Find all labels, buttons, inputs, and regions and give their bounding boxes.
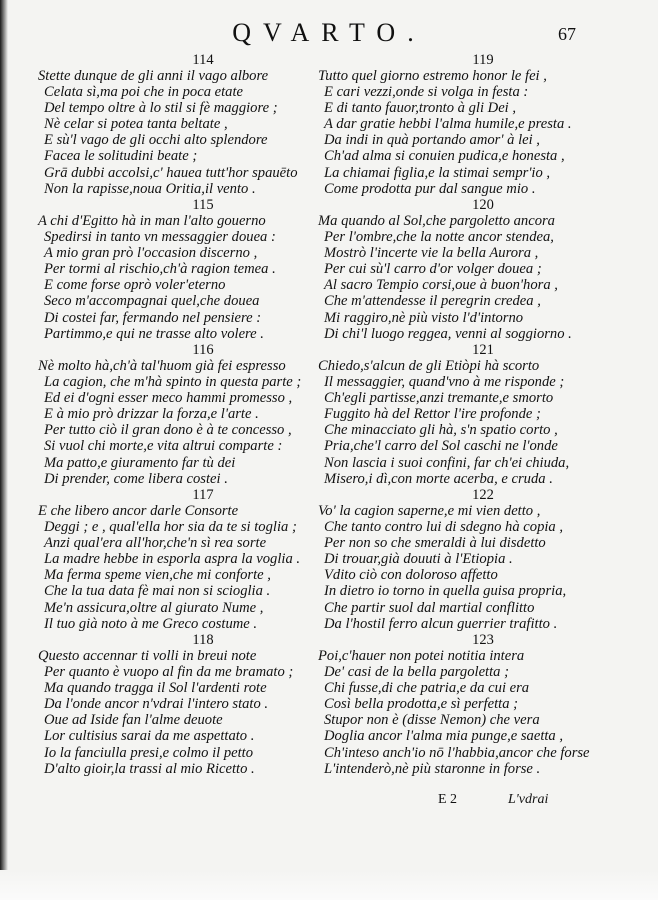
verse-line: Poi,c'hauer non potei notitia intera (318, 648, 525, 664)
right-column (318, 52, 618, 777)
verse-line: Come prodotta pur dal sangue mio . (324, 180, 536, 197)
verse-line: Nè celar si potea tanta beltate , (44, 116, 228, 133)
stanza-number: 114 (192, 52, 214, 68)
verse-line: Facea le solitudini beate ; (44, 148, 198, 165)
verse-line: Al sacro Tempio corsi,oue à buon'hora , (324, 277, 558, 294)
verse-line: La chiamai figlia,e la stimai sempr'io , (324, 164, 551, 181)
verse-line: Per quanto è vuopo al fin da me bramato ; (44, 664, 294, 681)
verse-line: Che tanto contro lui di sdegno hà copia , (324, 519, 564, 536)
verse-line: Da l'onde ancor n'vdrai l'intero stato . (44, 696, 269, 713)
verse-line: Ch'inteso anch'io nō l'habbia,ancor che forse (324, 744, 590, 761)
verse-line: Da indi in quà portando amor' à lei , (324, 132, 540, 149)
verse-line: E di tanto fauor,tronto à gli Dei , (324, 100, 517, 117)
verse-line: Di chi'l luogo reggea, venni al soggiorno . (324, 325, 572, 342)
signature-mark: E 2 (438, 792, 458, 807)
verse-line: Ma quando al Sol,che pargoletto ancora (318, 213, 555, 229)
verse-line: Stette dunque de gli anni il vago albore (38, 68, 269, 84)
verse-line: Vo' la cagion saperne,e mi vien detto , (318, 503, 541, 519)
verse-line: Nè molto hà,ch'à tal'huom già fei espresso (38, 358, 286, 374)
stanza (318, 342, 618, 487)
left-column (38, 52, 338, 777)
verse-line: Ed ei d'ogni esser meco hammi promesso , (44, 390, 293, 407)
stanza-number: 117 (192, 487, 214, 503)
verse-line: Io la fanciulla presi,e colmo il petto (44, 744, 254, 761)
verse-line: Fuggito hà del Rettor l'ire profonde ; (324, 406, 541, 423)
verse-line: Partimmo,e qui ne trasse alto volere . (44, 325, 264, 342)
verse-line: A dar gratie hebbi l'alma humile,e presta . (324, 116, 572, 133)
verse-line: Il messaggier, quand'vno à me risponde ; (324, 374, 565, 391)
stanza (38, 342, 338, 487)
verse-line: Oue ad Iside fan l'alme deuote (44, 712, 223, 729)
verse-line: Vdito ciò con doloroso affetto (324, 567, 498, 584)
stanza (38, 52, 338, 197)
verse-line: Ch'egli partisse,anzi tremante,e smorto (324, 390, 554, 407)
page-bottom-margin (0, 870, 658, 900)
verse-line: Tutto quel giorno estremo honor le fei , (318, 68, 547, 84)
verse-line: E come forse oprò voler'eterno (44, 277, 226, 294)
stanza-number: 122 (472, 487, 494, 503)
stanza-number: 119 (472, 52, 494, 68)
stanza-number: 120 (472, 197, 494, 213)
verse-line: E sù'l vago de gli occhi alto splendore (44, 132, 268, 149)
verse-line: Del tempo oltre à lo stil si fè maggiore ; (44, 100, 278, 117)
verse-line: Pria,che'l carro del Sol caschi ne l'onde (324, 438, 558, 455)
verse-line: Per l'ombre,che la notte ancor stendea, (324, 229, 554, 246)
verse-line: Seco m'accompagnai quel,che douea (44, 293, 260, 310)
verse-line: Anzi qual'era all'hor,che'n sì rea sorte (44, 535, 267, 552)
catchword: L'vdrai (508, 792, 549, 807)
verse-line: Non lascia i suoi confini, far ch'ei chiuda, (324, 454, 570, 471)
stanza-number: 116 (192, 342, 214, 358)
verse-line: Grā dubbi accolsi,c' hauea tutt'hor spauēto (44, 164, 298, 181)
stanza (38, 487, 338, 632)
verse-line: Ma ferma speme vien,che mi conforte , (44, 567, 271, 584)
verse-line: Spedirsi in tanto vn messaggier douea : (44, 229, 276, 246)
verse-line: Il tuo già noto à me Greco costume . (44, 615, 258, 632)
verse-line: E cari vezzi,onde si volga in festa : (324, 84, 529, 101)
stanza (38, 197, 338, 342)
verse-line: Doglia ancor l'alma mia punge,e saetta , (324, 728, 564, 745)
stanza-number: 121 (472, 342, 494, 358)
verse-line: Deggi ; e , qual'ella hor sia da te si toglia ; (44, 519, 297, 536)
stanza (38, 632, 338, 777)
stanza (318, 632, 618, 777)
verse-line: Celata sì,ma poi che in poca etate (44, 84, 244, 101)
page-number: 67 (558, 24, 576, 44)
verse-line: Stupor non è (disse Nemon) che vera (324, 712, 540, 729)
verse-line: Ma patto,e giuramento far tù dei (44, 454, 236, 471)
stanza-number: 123 (472, 632, 494, 648)
verse-line: Che minacciato gli hà, s'n spatio corto , (324, 422, 558, 439)
verse-line: Per non so che smeraldi à lui disdetto (324, 535, 546, 552)
verse-line: Mi raggiro,nè più visto l'd'intorno (324, 309, 524, 326)
verse-line: Per cui sù'l carro d'or volger douea ; (324, 261, 542, 278)
stanza-number: 115 (192, 197, 214, 213)
verse-line: Che m'attendesse il peregrin credea , (324, 293, 541, 310)
verse-line: Si vuol chi morte,e vita altrui comparte : (44, 438, 283, 455)
verse-line: Per tutto ciò il gran dono è à te concesso , (44, 422, 292, 439)
verse-line: Non la rapisse,noua Oritia,il vento . (44, 180, 256, 197)
verse-line: Per tormi al rischio,ch'à ragion temea . (44, 261, 276, 278)
verse-line: Di costei far, fermando nel pensiere : (44, 309, 262, 326)
stanza (318, 52, 618, 197)
verse-line: E à mio prò drizzar la forza,e l'arte . (44, 406, 259, 423)
page-edge-shadow (0, 0, 8, 900)
verse-line: Ma quando tragga il Sol l'ardenti rote (44, 680, 267, 697)
verse-line: De' casi de la bella pargoletta ; (324, 664, 509, 681)
verse-line: Me'n assicura,oltre al giurato Nume , (44, 599, 264, 616)
verse-line: Di trouar,già douuti à l'Etiopia . (324, 551, 513, 568)
verse-line: E che libero ancor darle Consorte (38, 503, 239, 519)
verse-line: A chi d'Egitto hà in man l'alto gouerno (38, 213, 266, 229)
verse-line: Da l'hostil ferro alcun guerrier trafitto . (324, 615, 558, 632)
stanza (318, 197, 618, 342)
verse-line: L'intenderò,nè più staronne in forse . (324, 760, 541, 777)
stanza (318, 487, 618, 632)
verse-line: D'alto gioir,la trassi al mio Ricetto . (44, 760, 255, 777)
verse-line: Che la tua data fè mai non si scioglia . (44, 583, 271, 600)
verse-line: Questo accennar ti volli in breui note (38, 648, 257, 664)
verse-line: Misero,i dì,con morte acerba, e cruda . (324, 470, 553, 487)
verse-line: Così bella prodotta,e sì perfetta ; (324, 696, 519, 713)
verse-line: Ch'ad alma si conuien pudica,e honesta , (324, 148, 565, 165)
verse-line: La cagion, che m'hà spinto in questa parte ; (44, 374, 302, 391)
verse-line: Lor cultisius sarai da me aspettato . (44, 728, 255, 745)
verse-line: In dietro io torno in quella guisa propria, (324, 583, 567, 600)
stanza-number: 118 (192, 632, 214, 648)
running-head: QVARTO. (232, 18, 426, 47)
verse-line: Che partir suol dal martial conflitto (324, 599, 535, 616)
verse-line: Mostrò l'incerte vie la bella Aurora , (324, 245, 539, 262)
verse-line: Chiedo,s'alcun de gli Etiòpi hà scorto (318, 358, 540, 374)
verse-line: La madre hebbe in esporla aspra la voglia . (44, 551, 301, 568)
verse-line: Di prender, come libera costei . (44, 470, 228, 487)
verse-line: Chi fusse,di che patria,e da cui era (324, 680, 530, 697)
verse-line: A mio gran prò l'occasion discerno , (44, 245, 258, 262)
